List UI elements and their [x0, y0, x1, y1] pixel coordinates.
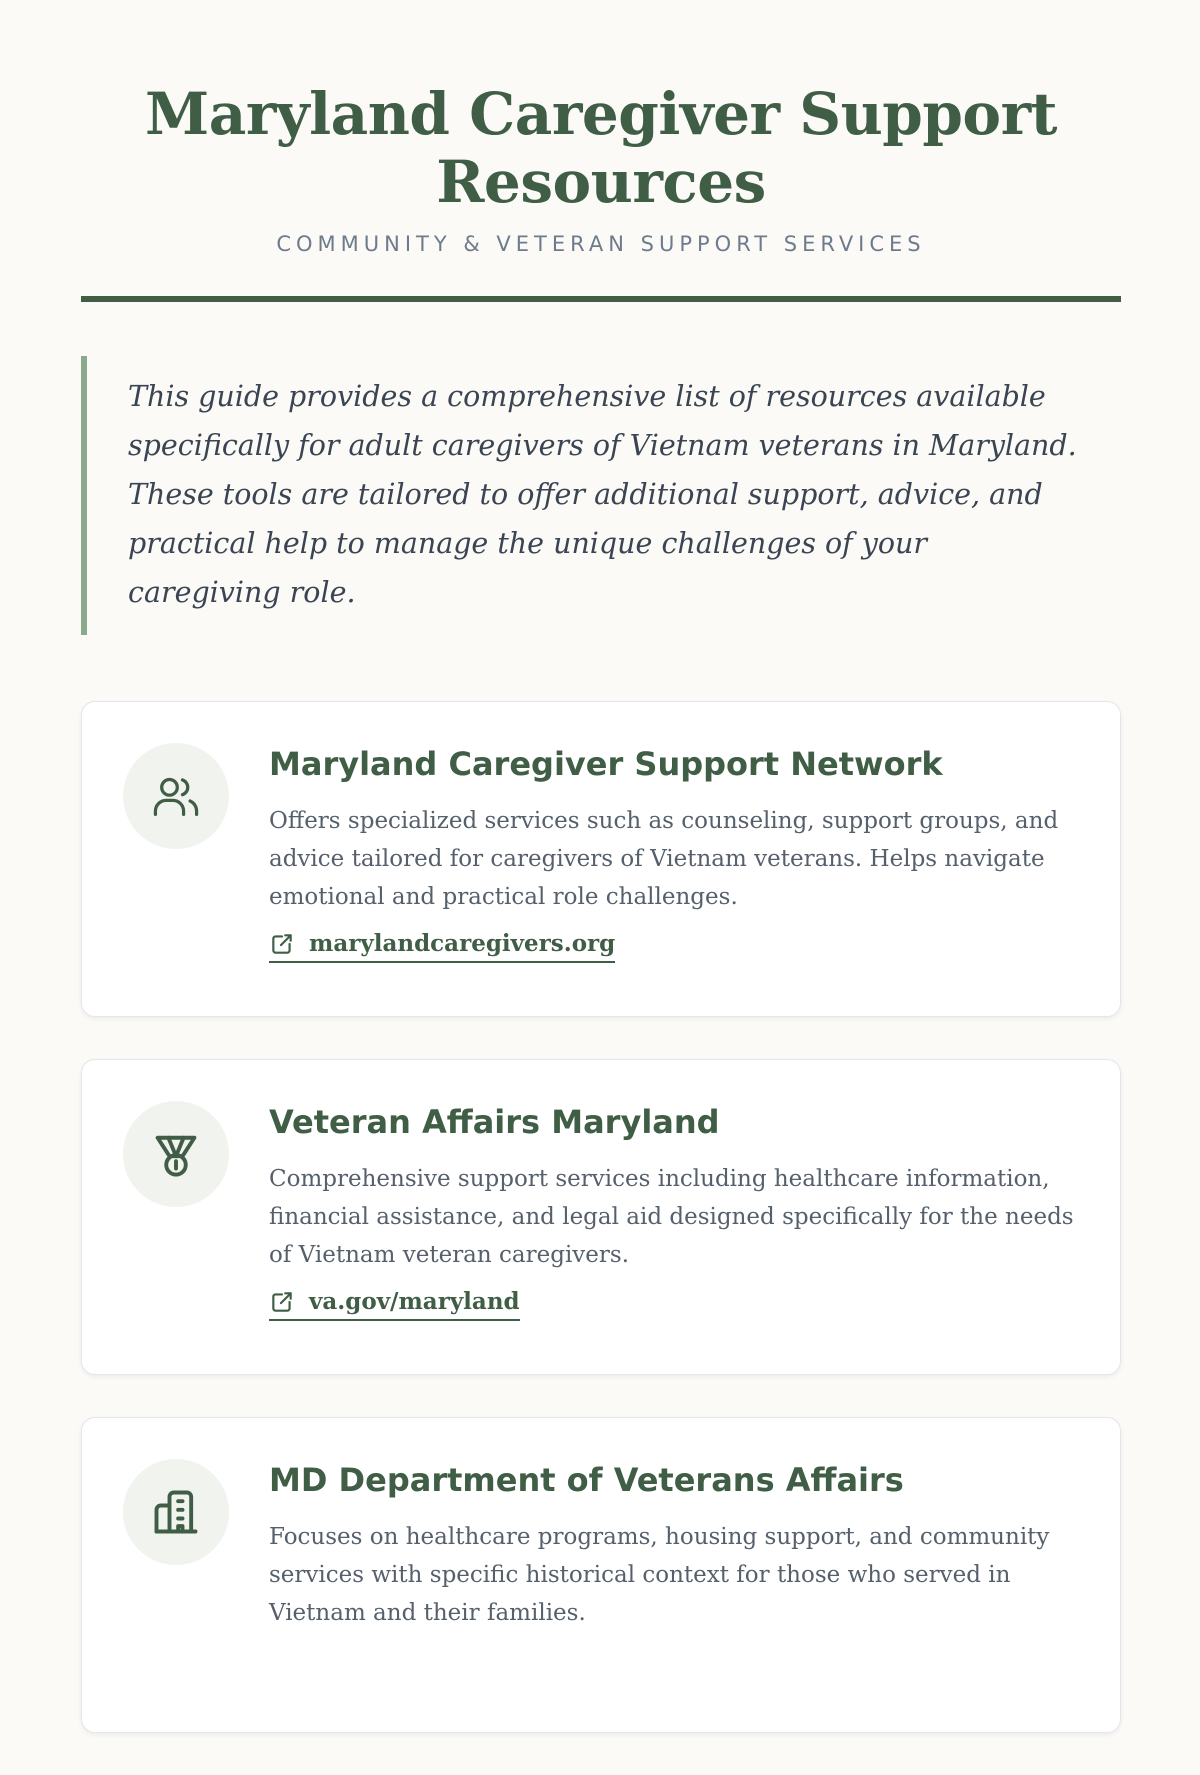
external-link-icon — [269, 1289, 295, 1315]
resource-card — [81, 1059, 1121, 1375]
resource-icon-badge — [123, 743, 229, 849]
resource-card — [81, 1417, 1121, 1733]
resource-description: Offers specialized services such as counseling, support groups, and advice tailored for caregivers of Vietnam veterans. Helps navigate emotional and practical role challenges. — [269, 808, 1059, 910]
page-header — [81, 0, 1121, 256]
external-link-icon — [269, 931, 295, 957]
resource-title: MD Department of Veterans Affairs — [269, 1461, 904, 1499]
header-divider — [81, 296, 1121, 302]
resource-description: Comprehensive support services including healthcare information, financial assistance, and legal aid designed specifically for the needs of Vietnam veteran caregivers. — [269, 1166, 1074, 1268]
resource-icon-badge — [123, 1459, 229, 1565]
resource-icon-badge — [123, 1101, 229, 1207]
resource-list — [81, 701, 1121, 1733]
building-icon — [150, 1486, 202, 1538]
resource-description: Focuses on healthcare programs, housing support, and community services with specific historical context for those who served in Vietnam and their families. — [269, 1524, 1050, 1626]
resource-content — [269, 1460, 1080, 1632]
medal-icon — [150, 1128, 202, 1180]
resource-title: Maryland Caregiver Support Network — [269, 745, 943, 783]
users-icon — [150, 770, 202, 822]
resource-content — [269, 744, 1080, 963]
resource-title: Veteran Affairs Maryland — [269, 1103, 720, 1141]
page — [81, 0, 1121, 1775]
page-title: Maryland Caregiver Support Resources — [145, 80, 1057, 216]
resource-link-text: marylandcaregivers.org — [309, 930, 616, 957]
resource-link[interactable] — [269, 1288, 520, 1321]
resource-link-text: va.gov/maryland — [309, 1288, 520, 1315]
page-subtitle: COMMUNITY & VETERAN SUPPORT SERVICES — [276, 232, 926, 256]
intro-quote: This guide provides a comprehensive list of resources available specifically for adult caregivers of Vietnam veterans in Maryland. These tools are tailored to offer additional support, advice, and practical help to manage the unique challenges of your caregiving role. — [81, 356, 1121, 635]
resource-card — [81, 701, 1121, 1017]
resource-link[interactable] — [269, 930, 615, 963]
resource-content — [269, 1102, 1080, 1321]
